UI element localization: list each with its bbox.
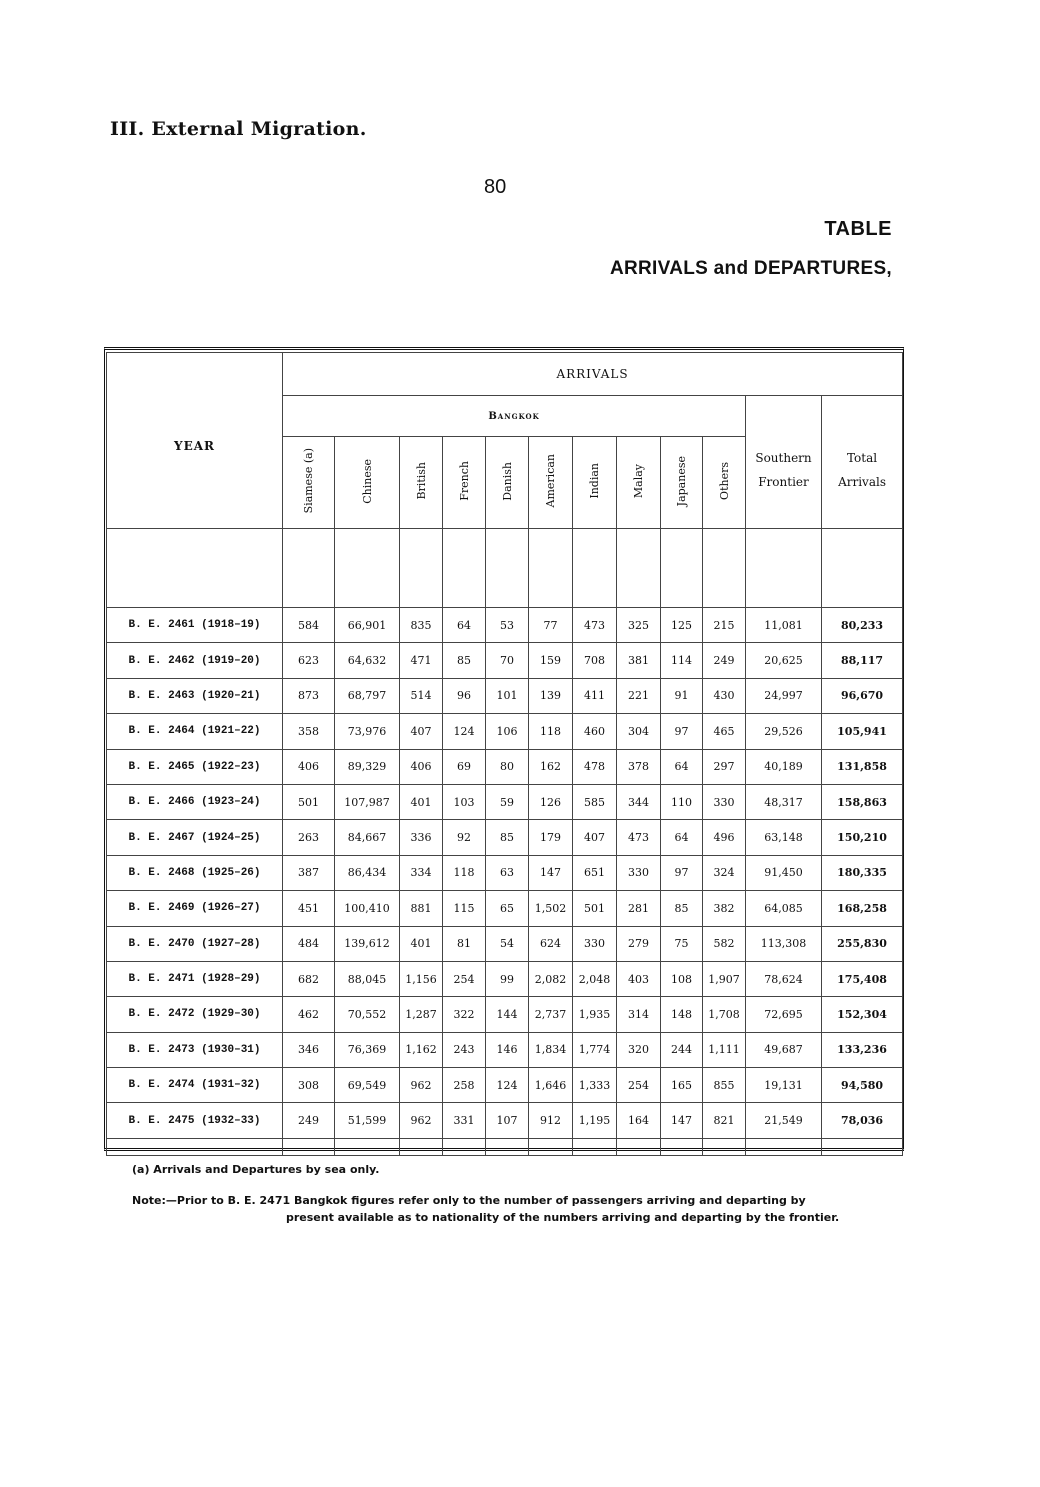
arrivals-header: ARRIVALS [283, 353, 903, 396]
southern-frontier-cell: 49,687 [746, 1032, 822, 1067]
value-cell: 81 [443, 926, 486, 961]
total-arrivals-cell: 88,117 [822, 643, 903, 678]
col-malay-header: Malay [617, 437, 661, 529]
value-cell: 297 [703, 749, 746, 784]
value-cell: 68,797 [335, 678, 400, 713]
col-american-header: American [529, 437, 573, 529]
value-cell: 159 [529, 643, 573, 678]
year-cell: B. E. 2461 (1918–19) [107, 608, 283, 643]
value-cell: 331 [443, 1103, 486, 1138]
southern-frontier-cell: 78,624 [746, 961, 822, 996]
total-arrivals-cell: 133,236 [822, 1032, 903, 1067]
value-cell: 473 [573, 608, 617, 643]
value-cell: 139,612 [335, 926, 400, 961]
page-number: 80 [484, 176, 507, 198]
value-cell: 1,156 [400, 961, 443, 996]
value-cell: 334 [400, 855, 443, 890]
value-cell: 325 [617, 608, 661, 643]
year-cell: B. E. 2466 (1923–24) [107, 784, 283, 819]
value-cell: 124 [443, 714, 486, 749]
value-cell: 584 [283, 608, 335, 643]
table-row [107, 1103, 903, 1138]
value-cell: 281 [617, 891, 661, 926]
value-cell: 406 [400, 749, 443, 784]
value-cell: 496 [703, 820, 746, 855]
value-cell: 59 [486, 784, 529, 819]
value-cell: 430 [703, 678, 746, 713]
value-cell: 1,287 [400, 997, 443, 1032]
total-arrivals-cell: 131,858 [822, 749, 903, 784]
total-arrivals-cell: 158,863 [822, 784, 903, 819]
value-cell: 249 [703, 643, 746, 678]
value-cell: 110 [661, 784, 703, 819]
value-cell: 330 [617, 855, 661, 890]
value-cell: 873 [283, 678, 335, 713]
year-cell: B. E. 2462 (1919–20) [107, 643, 283, 678]
value-cell: 344 [617, 784, 661, 819]
value-cell: 708 [573, 643, 617, 678]
year-cell: B. E. 2464 (1921–22) [107, 714, 283, 749]
value-cell: 75 [661, 926, 703, 961]
value-cell: 378 [617, 749, 661, 784]
year-cell: B. E. 2469 (1926–27) [107, 891, 283, 926]
value-cell: 51,599 [335, 1103, 400, 1138]
value-cell: 407 [573, 820, 617, 855]
value-cell: 84,667 [335, 820, 400, 855]
value-cell: 1,774 [573, 1032, 617, 1067]
table-row [107, 891, 903, 926]
col-british-header: British [400, 437, 443, 529]
total-arrivals-cell: 105,941 [822, 714, 903, 749]
value-cell: 501 [573, 891, 617, 926]
value-cell: 85 [443, 643, 486, 678]
southern-frontier-cell: 63,148 [746, 820, 822, 855]
value-cell: 148 [661, 997, 703, 1032]
value-cell: 86,434 [335, 855, 400, 890]
spacer-row [107, 529, 903, 608]
value-cell: 101 [486, 678, 529, 713]
value-cell: 1,162 [400, 1032, 443, 1067]
value-cell: 1,333 [573, 1068, 617, 1103]
col-siamese-header: Siamese (a) [283, 437, 335, 529]
value-cell: 314 [617, 997, 661, 1032]
southern-frontier-cell: 40,189 [746, 749, 822, 784]
total-arrivals-cell: 78,036 [822, 1103, 903, 1138]
value-cell: 473 [617, 820, 661, 855]
value-cell: 1,935 [573, 997, 617, 1032]
value-cell: 682 [283, 961, 335, 996]
table-subtitle: ARRIVALS and DEPARTURES, [609, 258, 892, 279]
value-cell: 279 [617, 926, 661, 961]
section-title: III. External Migration. [110, 118, 367, 140]
table-row [107, 784, 903, 819]
value-cell: 451 [283, 891, 335, 926]
value-cell: 70,552 [335, 997, 400, 1032]
col-others-header: Others [703, 437, 746, 529]
table-row [107, 643, 903, 678]
col-japanese-header: Japanese [661, 437, 703, 529]
value-cell: 118 [529, 714, 573, 749]
value-cell: 103 [443, 784, 486, 819]
year-cell: B. E. 2473 (1930–31) [107, 1032, 283, 1067]
value-cell: 249 [283, 1103, 335, 1138]
total-arrivals-cell: 96,670 [822, 678, 903, 713]
value-cell: 80 [486, 749, 529, 784]
year-cell: B. E. 2463 (1920–21) [107, 678, 283, 713]
year-header: YEAR [107, 353, 283, 529]
value-cell: 114 [661, 643, 703, 678]
value-cell: 403 [617, 961, 661, 996]
value-cell: 478 [573, 749, 617, 784]
value-cell: 53 [486, 608, 529, 643]
value-cell: 623 [283, 643, 335, 678]
total-arrivals-cell: 94,580 [822, 1068, 903, 1103]
value-cell: 821 [703, 1103, 746, 1138]
value-cell: 462 [283, 997, 335, 1032]
year-cell: B. E. 2467 (1924–25) [107, 820, 283, 855]
value-cell: 624 [529, 926, 573, 961]
table-row [107, 961, 903, 996]
value-cell: 64 [661, 820, 703, 855]
value-cell: 63 [486, 855, 529, 890]
value-cell: 139 [529, 678, 573, 713]
value-cell: 460 [573, 714, 617, 749]
southern-frontier-cell: 20,625 [746, 643, 822, 678]
value-cell: 484 [283, 926, 335, 961]
southern-frontier-cell: 113,308 [746, 926, 822, 961]
value-cell: 1,834 [529, 1032, 573, 1067]
col-indian-header: Indian [573, 437, 617, 529]
value-cell: 407 [400, 714, 443, 749]
value-cell: 97 [661, 714, 703, 749]
value-cell: 107 [486, 1103, 529, 1138]
value-cell: 106 [486, 714, 529, 749]
value-cell: 54 [486, 926, 529, 961]
value-cell: 88,045 [335, 961, 400, 996]
value-cell: 382 [703, 891, 746, 926]
value-cell: 85 [486, 820, 529, 855]
value-cell: 65 [486, 891, 529, 926]
southern-frontier-cell: 48,317 [746, 784, 822, 819]
value-cell: 91 [661, 678, 703, 713]
value-cell: 471 [400, 643, 443, 678]
value-cell: 330 [573, 926, 617, 961]
value-cell: 215 [703, 608, 746, 643]
value-cell: 144 [486, 997, 529, 1032]
value-cell: 97 [661, 855, 703, 890]
value-cell: 244 [661, 1032, 703, 1067]
value-cell: 164 [617, 1103, 661, 1138]
value-cell: 2,048 [573, 961, 617, 996]
value-cell: 165 [661, 1068, 703, 1103]
col-chinese-header: Chinese [335, 437, 400, 529]
total-arrivals-cell: 168,258 [822, 891, 903, 926]
note [132, 1192, 910, 1226]
bangkok-header: Bangkok [283, 396, 746, 437]
value-cell: 651 [573, 855, 617, 890]
value-cell: 118 [443, 855, 486, 890]
table-row [107, 608, 903, 643]
value-cell: 1,708 [703, 997, 746, 1032]
value-cell: 330 [703, 784, 746, 819]
value-cell: 66,901 [335, 608, 400, 643]
value-cell: 1,907 [703, 961, 746, 996]
value-cell: 108 [661, 961, 703, 996]
southern-frontier-cell: 21,549 [746, 1103, 822, 1138]
value-cell: 465 [703, 714, 746, 749]
value-cell: 1,111 [703, 1032, 746, 1067]
value-cell: 126 [529, 784, 573, 819]
note-line-1: Note:—Prior to B. E. 2471 Bangkok figures refer only to the number of passengers arriving and departing by [132, 1194, 806, 1207]
value-cell: 147 [529, 855, 573, 890]
value-cell: 258 [443, 1068, 486, 1103]
value-cell: 962 [400, 1068, 443, 1103]
col-french-header: French [443, 437, 486, 529]
value-cell: 125 [661, 608, 703, 643]
value-cell: 243 [443, 1032, 486, 1067]
value-cell: 1,502 [529, 891, 573, 926]
total-arrivals-header: Total Arrivals [822, 396, 903, 529]
value-cell: 221 [617, 678, 661, 713]
value-cell: 514 [400, 678, 443, 713]
southern-frontier-header: Southern Frontier [746, 396, 822, 529]
value-cell: 254 [617, 1068, 661, 1103]
value-cell: 99 [486, 961, 529, 996]
year-cell: B. E. 2474 (1931–32) [107, 1068, 283, 1103]
table-row [107, 1032, 903, 1067]
value-cell: 401 [400, 784, 443, 819]
value-cell: 324 [703, 855, 746, 890]
value-cell: 85 [661, 891, 703, 926]
value-cell: 1,646 [529, 1068, 573, 1103]
southern-frontier-cell: 24,997 [746, 678, 822, 713]
value-cell: 89,329 [335, 749, 400, 784]
value-cell: 381 [617, 643, 661, 678]
total-arrivals-cell: 175,408 [822, 961, 903, 996]
value-cell: 304 [617, 714, 661, 749]
year-cell: B. E. 2468 (1925–26) [107, 855, 283, 890]
table-row [107, 926, 903, 961]
value-cell: 1,195 [573, 1103, 617, 1138]
value-cell: 322 [443, 997, 486, 1032]
value-cell: 912 [529, 1103, 573, 1138]
value-cell: 77 [529, 608, 573, 643]
arrivals-table [106, 352, 903, 1156]
value-cell: 411 [573, 678, 617, 713]
value-cell: 881 [400, 891, 443, 926]
southern-frontier-cell: 91,450 [746, 855, 822, 890]
value-cell: 254 [443, 961, 486, 996]
total-arrivals-cell: 150,210 [822, 820, 903, 855]
southern-frontier-cell: 72,695 [746, 997, 822, 1032]
table-row [107, 820, 903, 855]
year-cell: B. E. 2470 (1927–28) [107, 926, 283, 961]
table-row [107, 749, 903, 784]
value-cell: 2,082 [529, 961, 573, 996]
value-cell: 387 [283, 855, 335, 890]
value-cell: 73,976 [335, 714, 400, 749]
value-cell: 835 [400, 608, 443, 643]
value-cell: 162 [529, 749, 573, 784]
value-cell: 358 [283, 714, 335, 749]
value-cell: 70 [486, 643, 529, 678]
total-arrivals-cell: 180,335 [822, 855, 903, 890]
table-row [107, 855, 903, 890]
value-cell: 962 [400, 1103, 443, 1138]
year-cell: B. E. 2465 (1922–23) [107, 749, 283, 784]
value-cell: 64 [443, 608, 486, 643]
value-cell: 585 [573, 784, 617, 819]
value-cell: 69 [443, 749, 486, 784]
value-cell: 107,987 [335, 784, 400, 819]
southern-frontier-cell: 64,085 [746, 891, 822, 926]
total-arrivals-cell: 152,304 [822, 997, 903, 1032]
note-line-2: present available as to nationality of the numbers arriving and departing by the frontier. [286, 1211, 840, 1224]
table-row [107, 997, 903, 1032]
total-arrivals-cell: 255,830 [822, 926, 903, 961]
value-cell: 2,737 [529, 997, 573, 1032]
value-cell: 146 [486, 1032, 529, 1067]
value-cell: 147 [661, 1103, 703, 1138]
southern-frontier-cell: 19,131 [746, 1068, 822, 1103]
value-cell: 64,632 [335, 643, 400, 678]
value-cell: 401 [400, 926, 443, 961]
col-danish-header: Danish [486, 437, 529, 529]
value-cell: 582 [703, 926, 746, 961]
value-cell: 124 [486, 1068, 529, 1103]
value-cell: 100,410 [335, 891, 400, 926]
value-cell: 69,549 [335, 1068, 400, 1103]
value-cell: 346 [283, 1032, 335, 1067]
table-row [107, 714, 903, 749]
southern-frontier-cell: 11,081 [746, 608, 822, 643]
value-cell: 76,369 [335, 1032, 400, 1067]
total-arrivals-cell: 80,233 [822, 608, 903, 643]
value-cell: 96 [443, 678, 486, 713]
value-cell: 179 [529, 820, 573, 855]
year-cell: B. E. 2471 (1928–29) [107, 961, 283, 996]
southern-frontier-cell: 29,526 [746, 714, 822, 749]
year-cell: B. E. 2472 (1929–30) [107, 997, 283, 1032]
table-label: TABLE [824, 218, 892, 240]
value-cell: 406 [283, 749, 335, 784]
value-cell: 308 [283, 1068, 335, 1103]
footnote: (a) Arrivals and Departures by sea only. [132, 1163, 380, 1176]
value-cell: 320 [617, 1032, 661, 1067]
value-cell: 501 [283, 784, 335, 819]
tail-spacer-row [107, 1138, 903, 1155]
table-row [107, 678, 903, 713]
table-row [107, 1068, 903, 1103]
value-cell: 64 [661, 749, 703, 784]
value-cell: 263 [283, 820, 335, 855]
value-cell: 855 [703, 1068, 746, 1103]
value-cell: 115 [443, 891, 486, 926]
value-cell: 92 [443, 820, 486, 855]
year-cell: B. E. 2475 (1932–33) [107, 1103, 283, 1138]
value-cell: 336 [400, 820, 443, 855]
